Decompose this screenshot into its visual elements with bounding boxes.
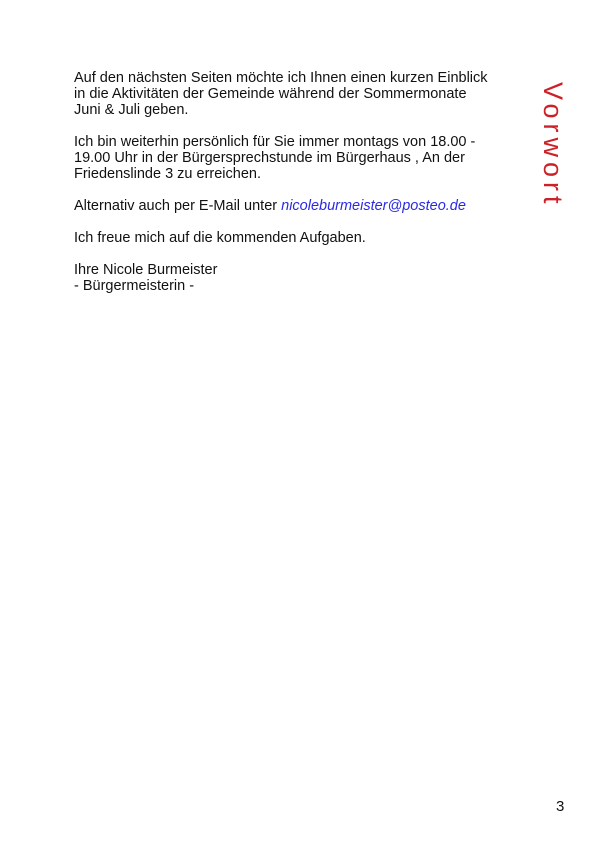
signature-title: - Bürgermeisterin - bbox=[74, 278, 195, 294]
paragraph-line: Ich bin weiterhin persönlich für Sie immer montags von 18.00 - bbox=[74, 134, 476, 150]
signature-name: Ihre Nicole Burmeister bbox=[74, 262, 218, 278]
paragraph-line: in die Aktivitäten der Gemeinde während der Sommermonate bbox=[74, 86, 467, 102]
intro-paragraph bbox=[74, 70, 540, 118]
paragraph-line: Juni & Juli geben. bbox=[74, 102, 189, 118]
closing-paragraph bbox=[74, 230, 540, 246]
paragraph-line: Ich freue mich auf die kommenden Aufgaben. bbox=[74, 230, 366, 246]
section-margin-label: Vorwort bbox=[538, 82, 568, 209]
body-text-block bbox=[74, 70, 540, 310]
page-number: 3 bbox=[556, 798, 565, 815]
paragraph-line: Friedenslinde 3 zu erreichen. bbox=[74, 166, 261, 182]
paragraph-line bbox=[74, 198, 540, 214]
office-hours-paragraph bbox=[74, 134, 540, 182]
email-prefix-text: Alternativ auch per E-Mail unter bbox=[74, 198, 282, 214]
email-link[interactable]: nicoleburmeister@posteo.de bbox=[281, 198, 466, 214]
signature-block bbox=[74, 262, 540, 294]
email-paragraph bbox=[74, 198, 540, 214]
paragraph-line: Auf den nächsten Seiten möchte ich Ihnen einen kurzen Einblick bbox=[74, 70, 488, 86]
paragraph-line: 19.00 Uhr in der Bürgersprechstunde im Bürgerhaus , An der bbox=[74, 150, 465, 166]
